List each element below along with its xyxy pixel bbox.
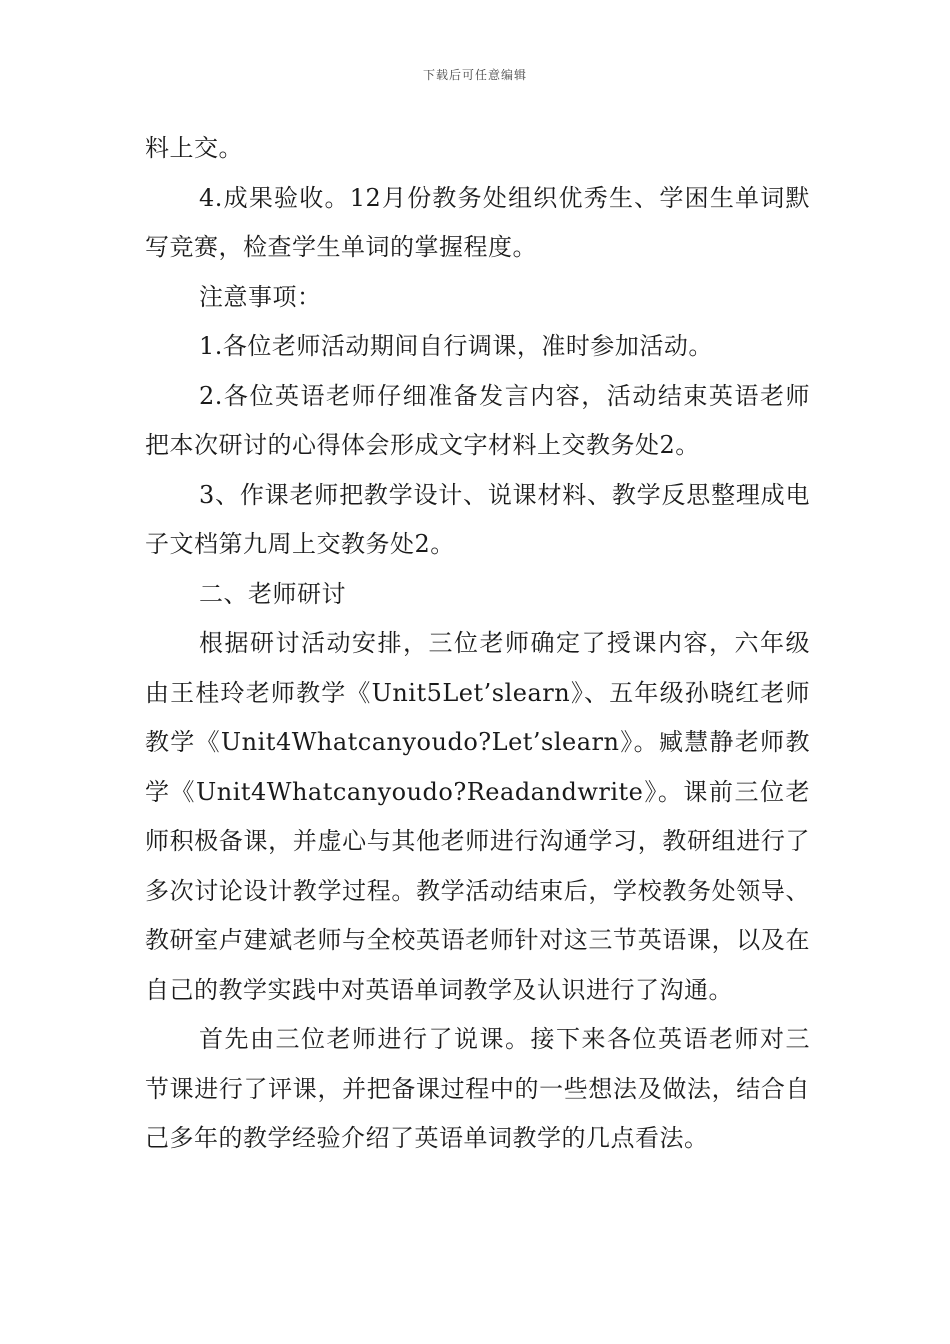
section-heading-teacher-discussion: 二、老师研讨 [199,579,346,608]
paragraph-lesson-review: 首先由三位老师进行了说课。接下来各位英语老师对三节课进行了评课，并把备课过程中的一些想法及做法，结合自己多年的教学经验介绍了英语单词教学的几点看法。 [145,1025,810,1152]
paragraph-result-acceptance: 4.成果验收。12月份教务处组织优秀生、学困生单词默写竞赛，检查学生单词的掌握程度。 [145,183,810,261]
paragraph-note-2: 2.各位英语老师仔细准备发言内容，活动结束英语老师把本次研讨的心得体会形成文字材料上交教务处2。 [145,381,810,459]
paragraph-discussion-arrangement: 根据研讨活动安排，三位老师确定了授课内容，六年级由王桂玲老师教学《Unit5Let’slearn》、五年级孙晓红老师教学《Unit4Whatcanyoudo?Let’slearn》。臧慧静老师教学《Unit4Whatcanyoudo?Readandwrite》。课前三位老师积极备课，并虚心与其他老师进行沟通学习，教研组进行了多次讨论设计教学过程。教学活动结束后，学校教务处领导、教研室卢建斌老师与全校英语老师针对这三节英语课，以及在自己的教学实践中对英语单词教学及认识进行了沟通。 [145,629,810,1004]
page-header: 下载后可任意编辑 [422,68,527,82]
paragraph-continuation: 料上交。 [145,134,243,162]
paragraph-notes-heading: 注意事项： [199,282,322,311]
document-body [145,124,810,1164]
paragraph-note-3: 3、作课老师把教学设计、说课材料、教学反思整理成电子文档第九周上交教务处2。 [145,480,810,558]
paragraph-note-1: 1.各位老师活动期间自行调课，准时参加活动。 [199,332,713,360]
